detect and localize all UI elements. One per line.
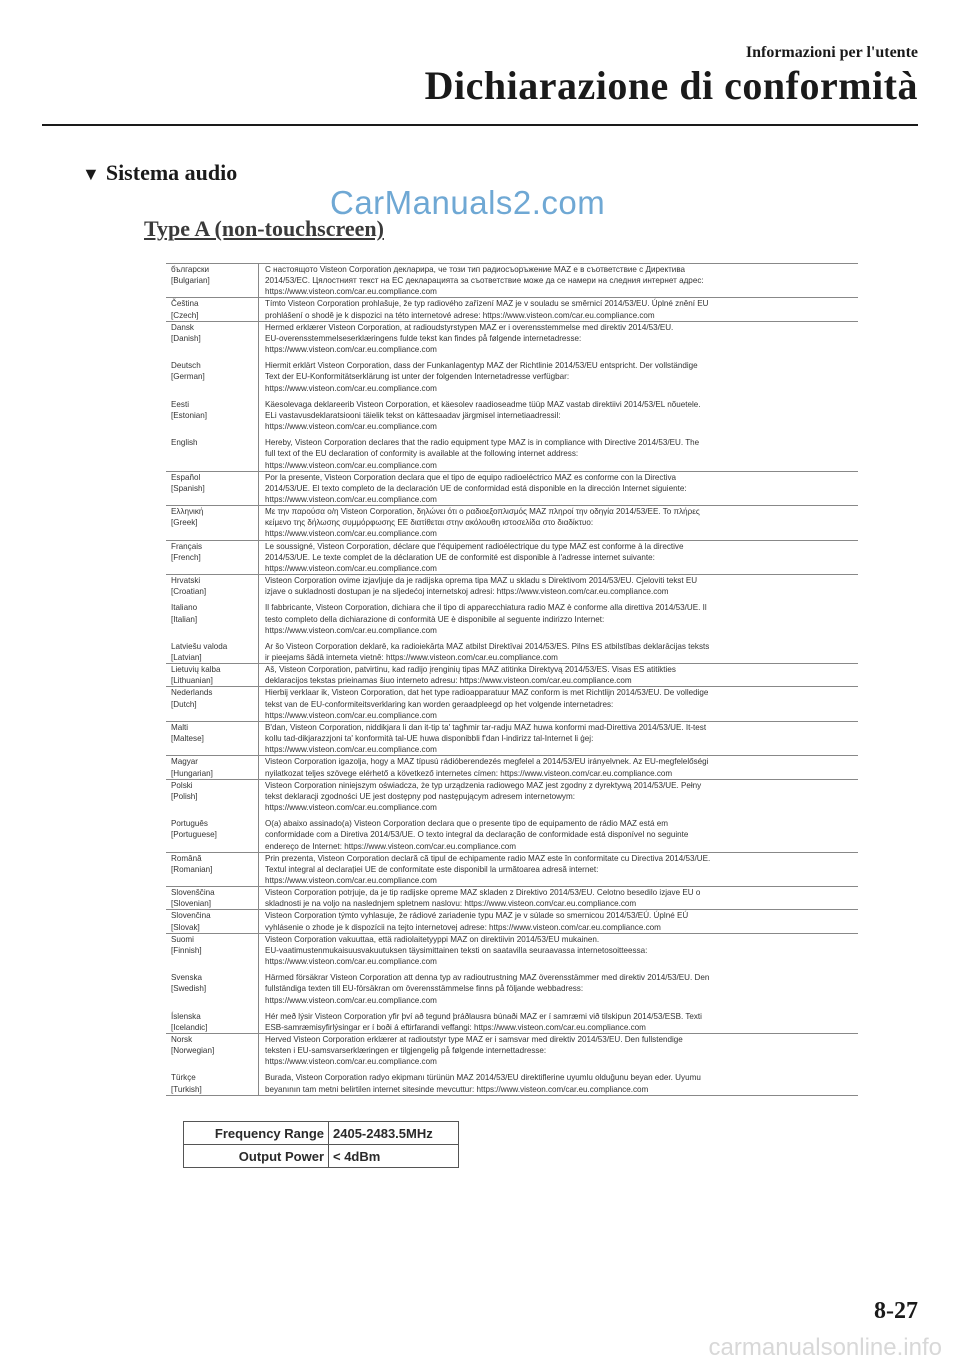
language-name: [French]	[171, 552, 201, 562]
declaration-line: Burada, Visteon Corporation radyo ekipmanı türünün MAZ 2014/53/EU direktiflerine uyumlu olduğunu beyan eder. Uyumu	[265, 1073, 701, 1083]
language-cell	[166, 779, 259, 852]
page-number: 8-27	[874, 1298, 918, 1324]
language-name: Íslenska	[171, 1011, 201, 1021]
language-name: [Portuguese]	[171, 830, 217, 840]
declaration-table-body	[166, 264, 858, 1096]
language-name: [Croatian]	[171, 587, 207, 597]
declaration-row	[166, 687, 858, 721]
footer-watermark: carmanualsonline.info	[708, 1334, 942, 1361]
watermark: CarManuals2.com	[330, 184, 606, 221]
language-name: Slovenščina	[171, 888, 215, 898]
declaration-line: С настоящото Visteon Corporation декларира, че този тип радиосъоръжение MAZ е в съответствие с Директива	[265, 265, 686, 274]
language-name: Malti	[171, 722, 189, 732]
declaration-line: https://www.visteon.com/car.eu.compliance.com	[265, 563, 437, 573]
language-name	[171, 563, 257, 574]
declaration-line: https://www.visteon.com/car.eu.compliance.com	[265, 529, 437, 539]
declaration-line: EU-overensstemmelseserklæringens fulde tekst kan findes på følgende internetadresse:	[265, 333, 582, 343]
triangle-icon: ▼	[82, 164, 100, 184]
declaration-line: full text of the EU declaration of conformity is available at the following internet address:	[265, 449, 579, 459]
declaration-line: Härmed försäkrar Visteon Corporation att denna typ av radioutrustning MAZ överensstämmer med direktiv 2014/53/EU. Den	[265, 973, 710, 983]
language-name: Română	[171, 853, 202, 863]
declaration-line: Hierbij verklaar ik, Visteon Corporation, dat het type radioapparatuur MAZ conform is met Richtlijn 2014/53/EU. De volledige	[265, 688, 709, 698]
declaration-text-cell	[259, 910, 859, 933]
declaration-line: fullständiga texten till EU-försäkran om överensstämmelse finns på följande webbadress:	[265, 984, 584, 994]
page-title: Dichiarazione di conformità	[424, 63, 918, 108]
declaration-line: kollu tad-dikjarazzjoni ta' konformità tal-UE huwa disponibbli f'dan l-indirizz tal-Internet li ġej:	[265, 734, 594, 744]
language-name: Norsk	[171, 1035, 193, 1044]
declaration-row	[166, 471, 858, 505]
language-name: Dansk	[171, 322, 194, 332]
language-name: [Slovak]	[171, 922, 200, 932]
language-name: Türkçe	[171, 1073, 196, 1083]
declaration-row	[166, 506, 858, 540]
language-cell	[166, 933, 259, 1033]
declaration-line: Tímto Visteon Corporation prohlašuje, že typ radiového zařízení MAZ je v souladu se směrnicí 2014/53/EU. Úplné znění EU	[265, 299, 709, 309]
declaration-line: Prin prezenta, Visteon Corporation declară că tipul de echipamente radio MAZ este în conformitate cu Directiva 2014/53/UE.	[265, 853, 711, 863]
language-name: Latviešu valoda	[171, 641, 228, 651]
declaration-row	[166, 910, 858, 933]
language-name	[171, 421, 257, 432]
declaration-line: Hermed erklærer Visteon Corporation, at radioudstyrstypen MAZ er i overensstemmelse med direktiv 2014/53/EU.	[265, 322, 674, 332]
declaration-row	[166, 298, 858, 321]
language-name: [Maltese]	[171, 734, 204, 744]
declaration-line: Hér með lýsir Visteon Corporation yfir því að tegund þráðlausra búnaði MAZ er í samræmi við tilskipun 2014/53/ESB. Texti	[265, 1011, 702, 1021]
language-name	[171, 286, 257, 297]
language-name: Slovenčina	[171, 911, 211, 921]
language-name	[171, 528, 257, 539]
language-name	[171, 956, 257, 967]
language-name: [Czech]	[171, 310, 199, 320]
declaration-line: Hiermit erklärt Visteon Corporation, dass der Funkanlagentyp MAZ der Richtlinie 2014/53/EU entspricht. Der vollständige	[265, 361, 698, 371]
language-cell	[166, 721, 259, 755]
declaration-line: κείμενο της δήλωσης συμμόρφωσης ΕΕ διατίθεται στην ακόλουθη ιστοσελίδα στο διαδίκτυο:	[265, 518, 594, 528]
declaration-line: Herved Visteon Corporation erklærer at radioutstyr type MAZ er i samsvar med direktiv 2014/53/EU. Den fullstendige	[265, 1035, 683, 1044]
declaration-row	[166, 887, 858, 910]
language-name	[171, 625, 257, 636]
language-name: [Hungarian]	[171, 768, 213, 778]
declaration-text-cell	[259, 852, 859, 886]
declaration-line: 2014/53/UE. El texto completo de la declaración UE de conformidad está disponible en la dirección Internet siguiente:	[265, 483, 687, 493]
declaration-line: 2014/53/UE. Le texte complet de la déclaration UE de conformité est disponible à l'adresse internet suivante:	[265, 552, 655, 562]
language-name	[171, 460, 257, 471]
declaration-text-cell	[259, 779, 859, 852]
declaration-text-cell	[259, 298, 859, 321]
declaration-text-cell	[259, 933, 859, 1033]
declaration-line: conformidade com a Diretiva 2014/53/UE. O texto integral da declaração de conformidade está disponível no seguinte	[265, 830, 689, 840]
declaration-row	[166, 264, 858, 298]
language-name	[171, 344, 257, 355]
declaration-line: tekst deklaracji zgodności UE jest dostępny pod następującym adresem internetowym:	[265, 791, 575, 801]
declaration-line: https://www.visteon.com/car.eu.compliance.com	[265, 287, 437, 297]
spec-value: < 4dBm	[329, 1145, 459, 1168]
language-name: [German]	[171, 372, 205, 382]
language-name: Nederlands	[171, 688, 213, 698]
language-cell	[166, 756, 259, 779]
language-cell	[166, 1034, 259, 1096]
language-cell	[166, 852, 259, 886]
language-name: [Bulgarian]	[171, 276, 210, 286]
language-name	[171, 744, 257, 755]
language-cell	[166, 264, 259, 298]
language-name: Ελληνική	[171, 507, 204, 517]
declaration-line: endereço de Internet: https://www.visteon.com/car.eu.compliance.com	[265, 841, 517, 851]
declaration-line: https://www.visteon.com/car.eu.compliance.com	[265, 1057, 437, 1067]
language-name: [Estonian]	[171, 410, 207, 420]
declaration-line: ir pieejams šādā interneta vietnē: https://www.visteon.com/car.eu.compliance.com	[265, 653, 558, 662]
declaration-text-cell	[259, 721, 859, 755]
spec-value: 2405-2483.5MHz	[329, 1122, 459, 1145]
spec-row-power	[184, 1145, 459, 1168]
language-name: Čeština	[171, 299, 199, 309]
language-name: Svenska	[171, 973, 203, 983]
section-heading-text: Sistema audio	[105, 160, 238, 185]
declaration-line: testo completo della dichiarazione di conformità UE è disponibile al seguente indirizzo Internet:	[265, 614, 605, 624]
declaration-text-cell	[259, 264, 859, 298]
language-name: [Dutch]	[171, 699, 197, 709]
language-cell	[166, 506, 259, 540]
language-name: Suomi	[171, 934, 194, 944]
declaration-line: https://www.visteon.com/car.eu.compliance.com	[265, 803, 437, 813]
language-name: [Swedish]	[171, 984, 207, 994]
declaration-line: Text der EU-Konformitätserklärung ist unter der folgenden Internetadresse verfügbar:	[265, 372, 570, 382]
subtitle: Type A (non-touchscreen)	[144, 216, 384, 241]
language-name: [Latvian]	[171, 653, 202, 662]
language-cell	[166, 575, 259, 664]
declaration-row	[166, 852, 858, 886]
declaration-text-cell	[259, 575, 859, 664]
header-divider	[42, 124, 918, 126]
declaration-line: Käesolevaga deklareerib Visteon Corporation, et käesolev raadioseadme tüüp MAZ vastab direktiivi 2014/53/EL nõuetele.	[265, 399, 701, 409]
declaration-text-cell	[259, 887, 859, 910]
language-name	[171, 448, 257, 459]
declaration-line: Por la presente, Visteon Corporation declara que el tipo de equipo radioeléctrico MAZ es conforme con la Directiva	[265, 472, 677, 482]
declaration-text-cell	[259, 687, 859, 721]
language-name: [Greek]	[171, 518, 198, 528]
declaration-row	[166, 664, 858, 687]
declaration-row	[166, 779, 858, 852]
declaration-text-cell	[259, 506, 859, 540]
spec-label: Output Power	[184, 1145, 329, 1168]
language-name: български	[171, 265, 210, 274]
spec-table	[183, 1121, 459, 1168]
language-name: Eesti	[171, 399, 189, 409]
declaration-line: O(a) abaixo assinado(a) Visteon Corporation declara que o presente tipo de equipamento de rádio MAZ está em	[265, 819, 668, 829]
language-name: Español	[171, 472, 201, 482]
language-name: Lietuvių kalba	[171, 665, 221, 675]
declaration-line: izjave o sukladnosti dostupan je na sljedećoj internetskoj adresi: https://www.visteon.com/car.eu.compliance.com	[265, 587, 669, 597]
declaration-line: https://www.visteon.com/car.eu.compliance.com	[265, 710, 437, 720]
declaration-row	[166, 1034, 858, 1096]
language-name: Polski	[171, 780, 193, 790]
language-name: [Turkish]	[171, 1084, 202, 1094]
language-cell	[166, 664, 259, 687]
language-name	[171, 1056, 257, 1067]
declaration-row	[166, 933, 858, 1033]
declaration-line: ESB-samræmisyfirlýsingar er í boði á eftirfarandi veffangi: https://www.visteon.com/car.eu.compliance.com	[265, 1022, 646, 1032]
declaration-table	[166, 263, 858, 1096]
declaration-line: https://www.visteon.com/car.eu.compliance.com	[265, 625, 437, 635]
spec-row-frequency	[184, 1122, 459, 1145]
declaration-line: ELi vastavusdeklaratsiooni täielik tekst on kättesaadav järgmisel internetiaadressil:	[265, 410, 561, 420]
language-name	[171, 494, 257, 505]
language-name: [Lithuanian]	[171, 676, 213, 686]
declaration-line: Aš, Visteon Corporation, patvirtinu, kad radijo įrenginių tipas MAZ atitinka Direktyvą 2014/53/ES. Visas ES atitikties	[265, 665, 676, 675]
declaration-line: B'dan, Visteon Corporation, niddikjara li dan it-tip ta' tagħmir tar-radju MAZ huwa konformi mad-Direttiva 2014/53/UE. It-test	[265, 722, 707, 732]
declaration-line: https://www.visteon.com/car.eu.compliance.com	[265, 460, 437, 470]
declaration-text-cell	[259, 1034, 859, 1096]
declaration-line: Visteon Corporation niniejszym oświadcza, że typ urządzenia radiowego MAZ jest zgodny z dyrektywą 2014/53/UE. Pełny	[265, 780, 702, 790]
language-cell	[166, 321, 259, 471]
declaration-line: Ar šo Visteon Corporation deklarē, ka radioiekārta MAZ atbilst Direktīvai 2014/53/ES. Pilns ES atbilstības deklarācijas teksts	[265, 641, 710, 651]
language-name: English	[171, 438, 198, 448]
declaration-line: vyhlásenie o zhode je k dispozícii na tejto internetovej adrese: https://www.visteon.com/car.eu.compliance.com	[265, 922, 661, 932]
declaration-line: https://www.visteon.com/car.eu.compliance.com	[265, 995, 437, 1005]
language-name: [Spanish]	[171, 483, 205, 493]
language-name	[171, 841, 257, 852]
language-name: Português	[171, 819, 208, 829]
declaration-line: nyilatkozat teljes szövege elérhető a következő internetes címen: https://www.visteon.com/car.eu.compliance.com	[265, 768, 673, 778]
declaration-line: deklaracijos tekstas prieinamas šiuo interneto adresu: https://www.visteon.com/car.eu.compliance.com	[265, 676, 632, 686]
declaration-line: beyanının tam metni belirtilen internet sitesinde mevcuttur: https://www.visteon.com/car.eu.compliance.com	[265, 1084, 649, 1094]
declaration-line: teksten i EU-samsvarserklæringen er tilgjengelig på følgende internettadresse:	[265, 1046, 547, 1056]
language-name: [Danish]	[171, 333, 201, 343]
declaration-line: Visteon Corporation vakuuttaa, että radiolaitetyyppi MAZ on direktiivin 2014/53/EU mukainen.	[265, 934, 600, 944]
declaration-line: https://www.visteon.com/car.eu.compliance.com	[265, 957, 437, 967]
declaration-line: https://www.visteon.com/car.eu.compliance.com	[265, 875, 437, 885]
language-name: [Norwegian]	[171, 1046, 215, 1056]
language-name: Magyar	[171, 757, 198, 767]
declaration-line: skladnosti je na voljo na naslednjem spletnem naslovu: https://www.visteon.com/car.eu.compliance.com	[265, 899, 637, 909]
language-cell	[166, 687, 259, 721]
declaration-line: prohlášení o shodě je k dispozici na této internetové adrese: https://www.visteon.com/car.eu.compliance.com	[265, 310, 655, 320]
language-name: [Icelandic]	[171, 1022, 208, 1032]
section-heading	[82, 160, 237, 186]
declaration-row	[166, 321, 858, 471]
declaration-line: Textul integral al declarației UE de conformitate este disponibil la următoarea adresă internet:	[265, 864, 599, 874]
declaration-line: https://www.visteon.com/car.eu.compliance.com	[265, 345, 437, 355]
language-name: [Romanian]	[171, 864, 213, 874]
language-name: Hrvatski	[171, 576, 201, 586]
language-cell	[166, 540, 259, 574]
declaration-line: Visteon Corporation igazolja, hogy a MAZ típusú rádióberendezés megfelel a 2014/53/EU irányelvnek. Az EU-megfelelőségi	[265, 757, 709, 767]
language-cell	[166, 471, 259, 505]
declaration-line: Visteon Corporation potrjuje, da je tip radijske opreme MAZ skladen z Direktivo 2014/53/EU. Celotno besedilo izjave EU o	[265, 888, 701, 898]
declaration-line: tekst van de EU-conformiteitsverklaring kan worden geraadpleegd op het volgende internetadres:	[265, 699, 614, 709]
language-name: [Slovenian]	[171, 899, 212, 909]
language-name: [Polish]	[171, 791, 198, 801]
language-name: Italiano	[171, 603, 198, 613]
language-name	[171, 802, 257, 813]
declaration-line: https://www.visteon.com/car.eu.compliance.com	[265, 745, 437, 755]
declaration-row	[166, 575, 858, 664]
declaration-row	[166, 756, 858, 779]
declaration-text-cell	[259, 471, 859, 505]
language-name: Deutsch	[171, 361, 201, 371]
declaration-text-cell	[259, 540, 859, 574]
declaration-line: https://www.visteon.com/car.eu.compliance.com	[265, 422, 437, 432]
declaration-line: https://www.visteon.com/car.eu.compliance.com	[265, 383, 437, 393]
header-section-label: Informazioni per l'utente	[745, 44, 918, 61]
declaration-row	[166, 540, 858, 574]
declaration-line: Visteon Corporation ovime izjavljuje da je radijska oprema tipa MAZ u skladu s Direktivom 2014/53/EU. Cjeloviti tekst EU	[265, 576, 698, 586]
language-name: [Italian]	[171, 614, 198, 624]
declaration-line: 2014/53/ЕС. Цялостният текст на ЕС декларацията за съответствие може да се намери на следния интернет адрес:	[265, 276, 704, 286]
declaration-text-cell	[259, 321, 859, 471]
declaration-line: https://www.visteon.com/car.eu.compliance.com	[265, 494, 437, 504]
declaration-line: Il fabbricante, Visteon Corporation, dichiara che il tipo di apparecchiatura radio MAZ è conforme alla direttiva 2014/53/UE. Il	[265, 603, 707, 613]
language-name	[171, 875, 257, 886]
language-cell	[166, 887, 259, 910]
language-cell	[166, 298, 259, 321]
language-name: Français	[171, 541, 203, 551]
declaration-line: EU-vaatimustenmukaisuusvakuutuksen täysimittainen teksti on saatavilla seuraavassa internetosoitteessa:	[265, 945, 648, 955]
declaration-line: Hereby, Visteon Corporation declares that the radio equipment type MAZ is in compliance with Directive 2014/53/EU. The	[265, 438, 700, 448]
declaration-line: Visteon Corporation týmto vyhlasuje, že rádiové zariadenie typu MAZ je v súlade so smernicou 2014/53/EÚ. Úplné EÚ	[265, 911, 689, 921]
language-name	[171, 995, 257, 1006]
declaration-line: Le soussigné, Visteon Corporation, déclare que l'équipement radioélectrique du type MAZ est conforme à la directive	[265, 541, 684, 551]
spec-label: Frequency Range	[184, 1122, 329, 1145]
language-name	[171, 710, 257, 721]
language-name	[171, 383, 257, 394]
language-name: [Finnish]	[171, 945, 202, 955]
language-cell	[166, 910, 259, 933]
declaration-line: Με την παρούσα ο/η Visteon Corporation, δηλώνει ότι ο ραδιοεξοπλισμός MAZ πληροί την οδηγία 2014/53/ΕΕ. Το πλήρες	[265, 507, 700, 517]
declaration-text-cell	[259, 756, 859, 779]
declaration-text-cell	[259, 664, 859, 687]
declaration-row	[166, 721, 858, 755]
